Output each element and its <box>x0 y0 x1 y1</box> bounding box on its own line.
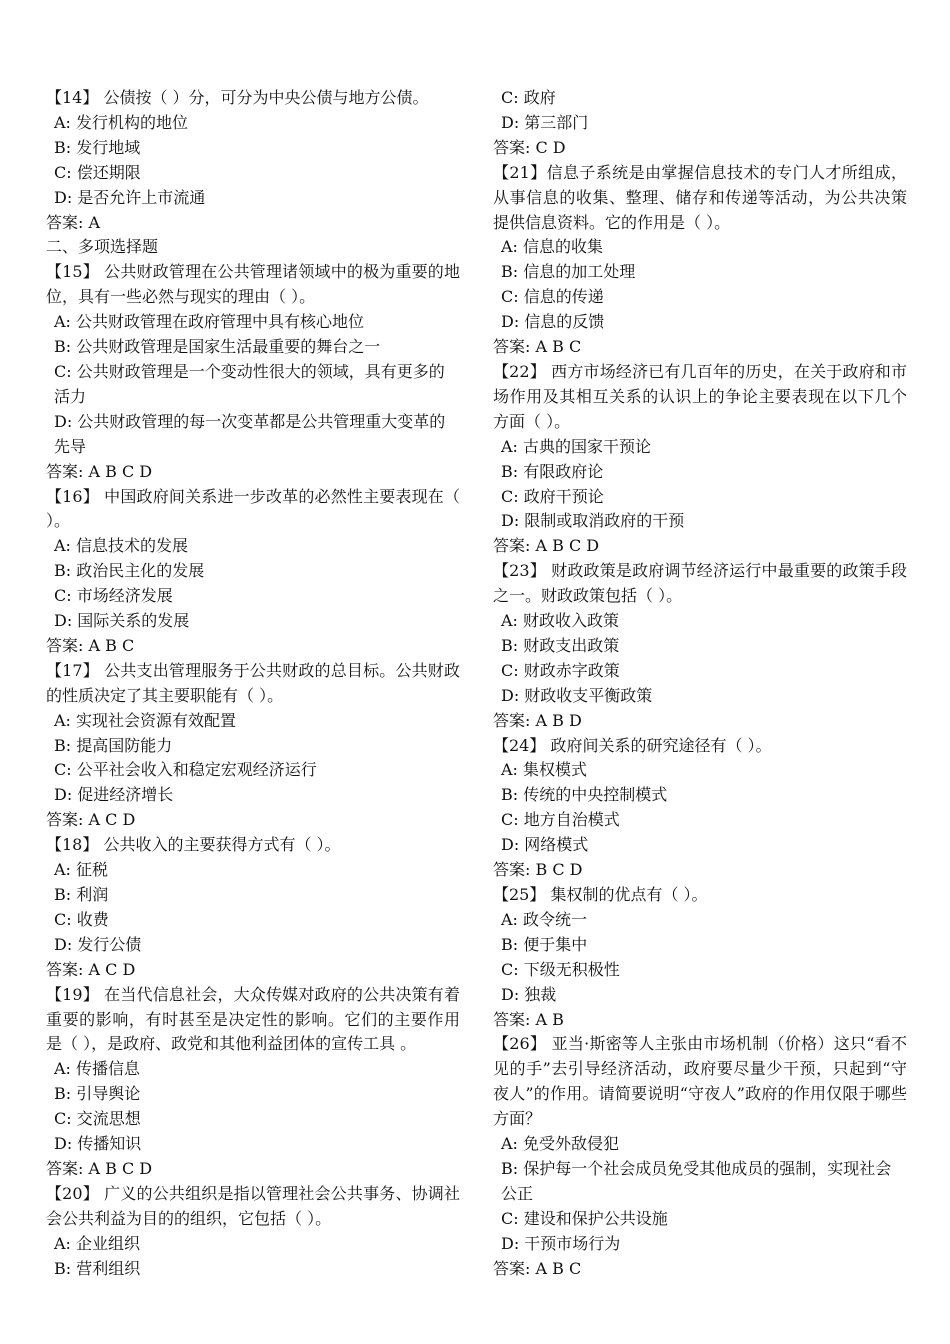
answer-option: D: 传播知识 <box>54 1134 142 1154</box>
answer-option: D: 公共财政管理的每一次变革都是公共管理重大变革的先导 <box>54 411 446 456</box>
answer-option: D: 干预市场行为 <box>501 1233 621 1253</box>
question-text: 【25】 集权制的优点有（ ）。 <box>493 885 708 904</box>
answer-option: C: 公共财政管理是一个变动性很大的领域，具有更多的活力 <box>54 361 445 406</box>
question-text: 【18】 公共收入的主要获得方式有（ ）。 <box>46 835 341 855</box>
answer-option: D: 限制或取消政府的干预 <box>501 511 685 531</box>
question-text: 【15】 公共财政管理在公共管理诸领域中的极为重要的地位，具有一些必然与现实的理由（ ）。 <box>46 262 460 307</box>
answer-key: 答案: A B C D <box>46 461 153 481</box>
section-heading: 二、多项选择题 <box>46 237 159 257</box>
answer-option: D: 国际关系的发展 <box>54 611 190 631</box>
answer-key: 答案: A B <box>493 1009 564 1029</box>
question-text: 【17】 公共支出管理服务于公共财政的总目标。公共财政的性质决定了其主要职能有（ ）。 <box>46 660 460 705</box>
answer-option: D: 发行公债 <box>54 934 142 954</box>
answer-option: A: 发行机构的地位 <box>54 112 189 132</box>
answer-key: 答案: A B C <box>46 635 135 655</box>
answer-option: A: 实现社会资源有效配置 <box>54 710 237 730</box>
answer-key: 答案: A <box>46 212 101 232</box>
question-text: 【19】 在当代信息社会，大众传媒对政府的公共决策有着重要的影响，有时甚至是决定性的影响。它们的主要作用是（ ），是政府、政党和其他利益团体的宣传工具 。 <box>46 984 460 1054</box>
answer-option: D: 促进经济增长 <box>54 785 174 805</box>
answer-option: D: 信息的反馈 <box>501 312 605 332</box>
answer-option: A: 古典的国家干预论 <box>501 436 652 456</box>
answer-option: A: 公共财政管理在政府管理中具有核心地位 <box>54 312 365 332</box>
answer-option: D: 独裁 <box>501 984 557 1004</box>
right-column <box>493 86 907 1282</box>
answer-option: B: 有限政府论 <box>501 461 604 481</box>
answer-option: A: 企业组织 <box>54 1233 141 1253</box>
answer-option: C: 财政赤字政策 <box>501 660 620 680</box>
answer-option: D: 第三部门 <box>501 112 589 132</box>
answer-option: D: 是否允许上市流通 <box>54 187 206 207</box>
answer-option: A: 政令统一 <box>501 909 588 929</box>
answer-option: C: 偿还期限 <box>54 162 141 182</box>
question-text: 【22】 西方市场经济已有几百年的历史，在关于政府和市场作用及其相互关系的认识上的争论主要表现在以下几个方面（ ）。 <box>493 361 907 431</box>
answer-key: 答案: A B C D <box>46 1158 153 1178</box>
answer-key: 答案: B C D <box>493 860 583 880</box>
answer-option: C: 公平社会收入和稳定宏观经济运行 <box>54 760 317 780</box>
answer-option: C: 下级无积极性 <box>501 959 620 979</box>
answer-option: A: 集权模式 <box>501 760 588 780</box>
answer-option: B: 发行地域 <box>54 137 141 157</box>
answer-option: C: 市场经济发展 <box>54 586 173 606</box>
answer-key: 答案: A C D <box>46 959 136 979</box>
answer-option: C: 建设和保护公共设施 <box>501 1208 668 1228</box>
question-text: 【16】 中国政府间关系进一步改革的必然性主要表现在（ ）。 <box>46 486 460 531</box>
left-column <box>46 86 460 1282</box>
question-text: 【21】信息子系统是由掌握信息技术的专门人才所组成，从事信息的收集、整理、储存和传递等活动，为公共决策提供信息资料。它的作用是（ ）。 <box>493 162 907 232</box>
answer-option: A: 信息技术的发展 <box>54 536 189 556</box>
answer-option: A: 免受外敌侵犯 <box>501 1134 620 1154</box>
answer-option: C: 政府 <box>501 88 556 107</box>
question-text: 【24】 政府间关系的研究途径有（ ）。 <box>493 735 772 755</box>
answer-key: 答案: A B C <box>493 337 582 357</box>
answer-option: B: 提高国防能力 <box>54 735 173 755</box>
question-text: 【14】 公债按（ ）分，可分为中央公债与地方公债。 <box>46 88 429 107</box>
answer-option: B: 引导舆论 <box>54 1084 141 1104</box>
answer-option: B: 营利组织 <box>54 1258 141 1278</box>
answer-option: C: 信息的传递 <box>501 287 604 307</box>
question-text: 【26】 亚当·斯密等人主张由市场机制（价格）这只“看不见的手”去引导经济活动，政府要尽量少干预，只起到“守夜人”的作用。请简要说明“守夜人”政府的作用仅限于哪些方面？ <box>493 1034 907 1129</box>
answer-option: A: 传播信息 <box>54 1059 141 1079</box>
answer-option: C: 政府干预论 <box>501 486 604 506</box>
answer-option: C: 收费 <box>54 909 109 929</box>
question-text: 【20】 广义的公共组织是指以管理社会公共事务、协调社会公共利益为目的的组织，它包括（ ）。 <box>46 1183 460 1228</box>
answer-option: B: 政治民主化的发展 <box>54 561 205 581</box>
answer-option: A: 征税 <box>54 860 109 880</box>
answer-key: 答案: A C D <box>46 810 136 830</box>
answer-option: B: 公共财政管理是国家生活最重要的舞台之一 <box>54 337 381 357</box>
answer-option: C: 地方自治模式 <box>501 810 620 830</box>
answer-option: D: 网络模式 <box>501 835 589 855</box>
answer-option: B: 便于集中 <box>501 934 588 954</box>
answer-key: 答案: C D <box>493 137 566 157</box>
answer-option: A: 财政收入政策 <box>501 611 620 631</box>
answer-option: B: 保护每一个社会成员免受其他成员的强制，实现社会公正 <box>501 1158 892 1203</box>
answer-key: 答案: A B D <box>493 710 582 730</box>
answer-option: D: 财政收支平衡政策 <box>501 685 653 705</box>
answer-option: B: 财政支出政策 <box>501 635 620 655</box>
answer-option: A: 信息的收集 <box>501 237 604 257</box>
answer-key: 答案: A B C D <box>493 536 600 556</box>
answer-option: B: 信息的加工处理 <box>501 262 636 282</box>
answer-option: C: 交流思想 <box>54 1109 141 1129</box>
question-text: 【23】 财政政策是政府调节经济运行中最重要的政策手段之一。财政政策包括（ ）。 <box>493 561 907 606</box>
answer-key: 答案: A B C <box>493 1258 582 1278</box>
answer-option: B: 传统的中央控制模式 <box>501 785 668 805</box>
answer-option: B: 利润 <box>54 885 109 904</box>
